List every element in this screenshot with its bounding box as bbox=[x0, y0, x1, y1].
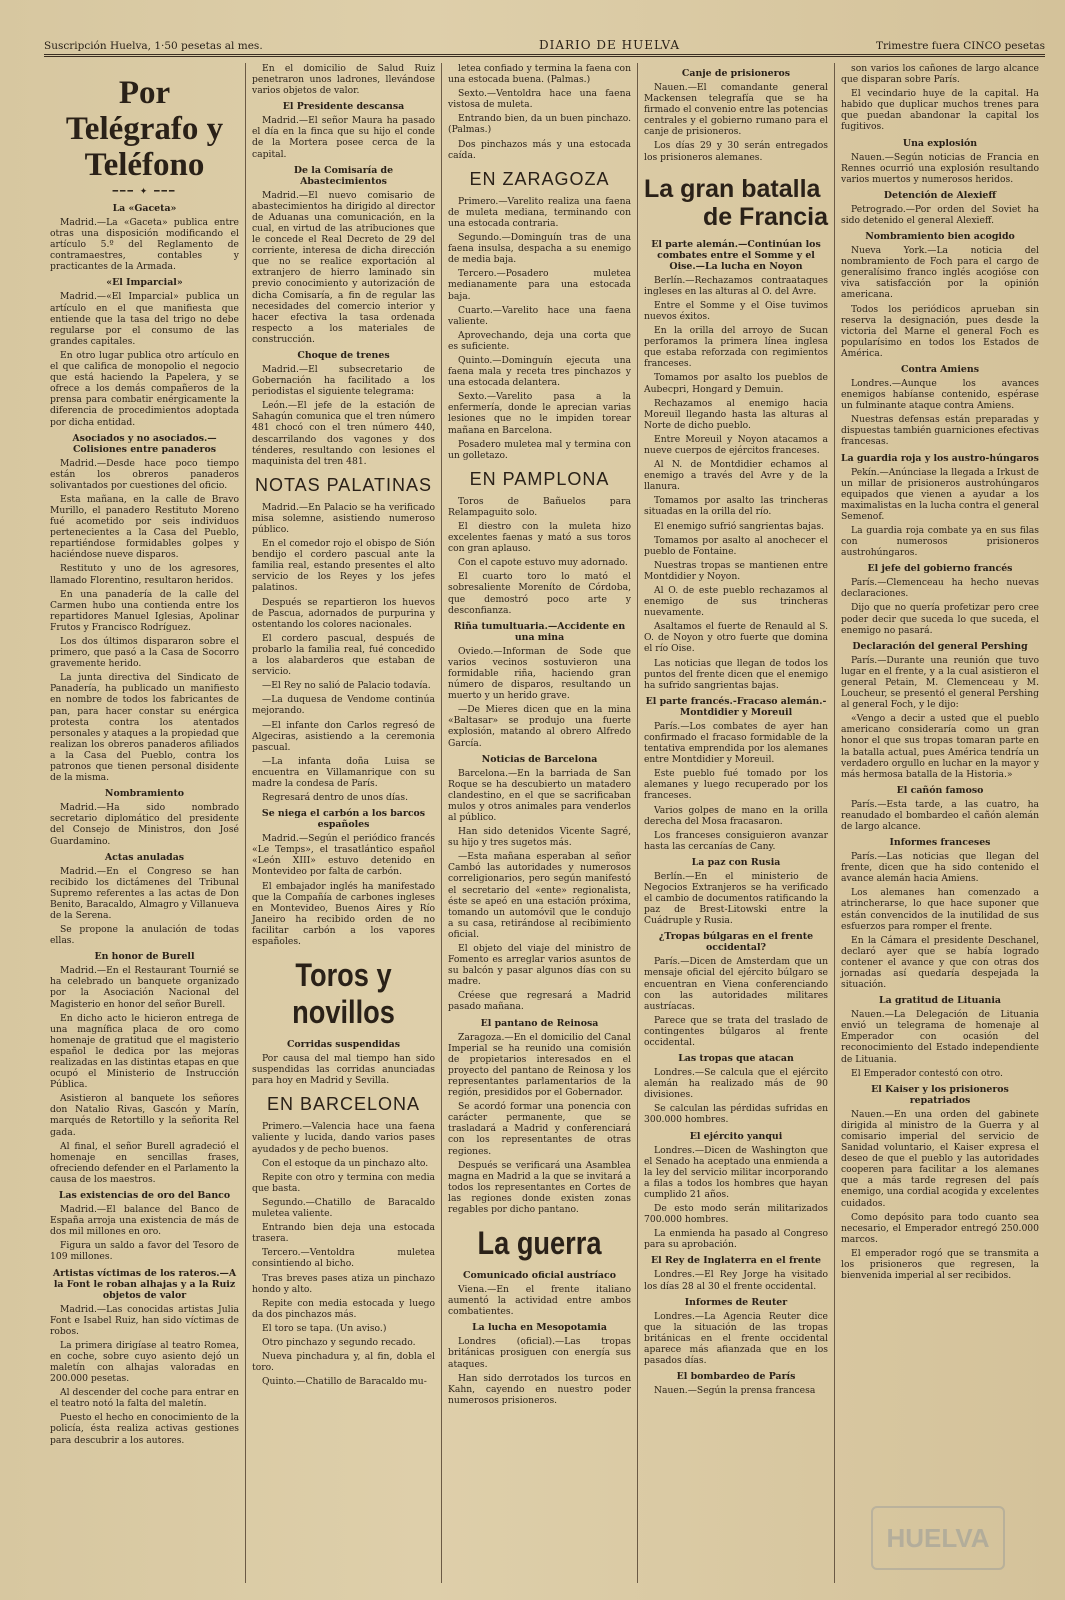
article-heading: El parte alemán.—Continúan los combates entre el Somme y el Oise.—La lucha en Noyon bbox=[651, 238, 821, 272]
article-heading: La «Gaceta» bbox=[112, 203, 177, 214]
article-heading: Asociados y no asociados.—Colisiones entre panaderos bbox=[72, 432, 217, 455]
paragraph: París.—Los combates de ayer han confirmado el fracaso formidable de la tentativa emprendida por los alemanes entre Montdidier y Moreuil. bbox=[644, 720, 828, 766]
article-heading: Comunicado oficial austríaco bbox=[463, 1270, 616, 1282]
paragraph: Londres.—Aunque los avances enemigos habíanse contenido, espérase un fulminante ataque contra Amiens. bbox=[841, 377, 1039, 412]
section-title-pamplona: EN PAMPLONA bbox=[469, 468, 610, 489]
paragraph: Londres.—Se calcula que el ejército alemán ha realizado más de 90 divisiones. bbox=[644, 1067, 828, 1101]
barcelona-text bbox=[252, 1121, 435, 1387]
paragraph: En dicho acto le hicieron entrega de una magnífica placa de oro como homenaje de gratitud que el magisterio español le dedica por las mejoras realizadas en las distintas etapas en que ocupó el Ministerio de Instrucción Pública. bbox=[50, 1012, 239, 1091]
paragraph: Figura un saldo a favor del Tesoro de 109 millones. bbox=[50, 1240, 239, 1263]
article-heading: Las tropas que atacan bbox=[678, 1053, 794, 1065]
paragraph: Madrid.—El señor Maura ha pasado el día en la finca que su hijo el conde de la Mortera posee cerca de la capital. bbox=[252, 115, 435, 160]
paragraph: Han sido derrotados los turcos en Kahn, cayendo en nuestro poder numerosos prisioneros. bbox=[448, 1372, 631, 1406]
paragraph: Al N. de Montdidier echamos al enemigo a través del Avre y de la llanura. bbox=[644, 459, 828, 493]
paragraph: Quinto.—Chatillo de Baracaldo mu- bbox=[262, 1376, 427, 1388]
paragraph: El cordero pascual, después de probarlo la familia real, fué concedido a los alabarderos que estaban de servicio. bbox=[252, 632, 435, 678]
paragraph: En una panadería de la calle del Carmen hubo una contienda entre los repartidores Manuel Iglesias, Apolinar Frutos y Francisco Rodríguez. bbox=[50, 588, 239, 633]
paragraph: Se calculan las pérdidas sufridas en 300.000 hombres. bbox=[644, 1103, 828, 1126]
article-heading: De la Comisaría de Abastecimientos bbox=[293, 164, 394, 187]
zaragoza-text bbox=[448, 196, 631, 461]
article-heading: Canje de prisioneros bbox=[681, 68, 791, 79]
paragraph: Al O. de este pueblo rechazamos al enemigo de sus trincheras nuevamente. bbox=[644, 585, 828, 619]
paragraph: Al final, el señor Burell agradeció el homenaje en sencillas frases, ofreciendo defender en el Parlamento la causa de los maestros. bbox=[50, 1140, 239, 1185]
article-heading: La paz con Rusia bbox=[691, 856, 781, 868]
article-heading: En honor de Burell bbox=[94, 951, 195, 963]
column-3-intro bbox=[448, 63, 631, 161]
paragraph: Después se verificará una Asamblea magna en Madrid a la que se invitará a todos los representantes en Cortes de las regiones donde existen zonas regables por dicho pantano. bbox=[448, 1159, 631, 1215]
section-title-toros: Toros y novillos bbox=[292, 957, 395, 1031]
paragraph: Berlín.—En el ministerio de Negocios Extranjeros se ha verificado el cambio de documentos ratificando la paz de Brest-Litowski entre la Cuádruple y Rusia. bbox=[644, 870, 828, 927]
paragraph: París.—Durante una reunión que tuvo lugar en el frente, y a la cual asistieron el general Petain, M. Clemenceau y M. Loucheur, se presentó el general Pershing al general Foch, y le dijo: bbox=[841, 654, 1039, 711]
paragraph: Entre Moreuil y Noyon atacamos a nueve cuerpos de ejércitos franceses. bbox=[644, 433, 828, 456]
article-heading: «El Imparcial» bbox=[106, 277, 183, 289]
paragraph: Tras breves pases atiza un pinchazo hondo y alto. bbox=[252, 1272, 435, 1295]
paragraph: Restituto y uno de los agresores, llamado Florentino, resultaron heridos. bbox=[50, 563, 239, 586]
paragraph: Dijo que no quería profetizar pero cree poder decir que suceda lo que suceda, el enemigo no pasará. bbox=[841, 602, 1039, 636]
divider: ━━━ ✦ ━━━ bbox=[112, 187, 177, 197]
article-heading: ¿Tropas búlgaras en el frente occidental? bbox=[658, 931, 814, 954]
paragraph: Repite con otro y termina con media que basta. bbox=[252, 1171, 435, 1194]
paragraph: El cuarto toro lo mató el sobresaliente Moreníto de Córdoba, que demostró poco arte y desconfianza. bbox=[448, 571, 631, 616]
paragraph: En el comedor rojo el obispo de Sión bendijo el cordero pascual ante la familia real, estando presentes el alto servicio de los Reyes y los jefes palatinos. bbox=[252, 538, 435, 594]
newspaper-name: DIARIO DE HUELVA bbox=[538, 38, 681, 52]
toros-articles bbox=[252, 1039, 435, 1086]
paragraph: Toros de Bañuelos para Relampaguito solo. bbox=[448, 495, 631, 518]
paragraph: «Vengo a decir a usted que el pueblo americano consideraría como un gran honor el que sus tropas tomaran parte en la batalla actual, pues América tendría un verdadero orgullo en luchar en la mayor y más hermosa batalla de la Historia.» bbox=[841, 713, 1039, 780]
article-heading: Las existencias de oro del Banco bbox=[58, 1190, 231, 1202]
paragraph: Tercero.—Posadero muletea medianamente para una estocada baja. bbox=[448, 268, 631, 302]
section-title-palatinas: NOTAS PALATINAS bbox=[254, 474, 433, 495]
paragraph: Petrogrado.—Por orden del Soviet ha sido detenido el general Alexieff. bbox=[841, 203, 1039, 226]
article-heading: El ejército yanqui bbox=[689, 1130, 783, 1142]
paragraph: Nauen.—La Delegación de Lituania envió un telegrama de homenaje al Emperador con ocasión del reconocimiento del Estado independiente de Lituania. bbox=[841, 1009, 1039, 1065]
palatinas-text bbox=[252, 502, 435, 803]
article-heading: La lucha en Mesopotamia bbox=[472, 1322, 607, 1334]
paragraph: Sexto.—Ventoldra hace una faena vistosa de muleta. bbox=[448, 88, 631, 111]
paragraph: Madrid.—El nuevo comisario de abastecimientos ha dirigido al director de Aduanas una comunicación, en la cual, en virtud de las atribuciones que le concede el Real Decreto de 29 del corriente, interesa de dicha dirección que no se realice exportación al extranjero de hierro laminado sin previo conocimiento y autorización de dicha Comisaría, a fin de regular las necesidades del comercio interior y hacer efectiva la tasa ordenada respecto a los materiales de construcción. bbox=[252, 189, 435, 345]
paragraph: Entrando bien, da un buen pinchazo. (Palmas.) bbox=[448, 113, 631, 136]
paragraph: El enemigo sufrió sangrientas bajas. bbox=[654, 520, 824, 532]
article-heading: El parte francés.-Fracaso alemán.- Montdidier y Moreuil bbox=[645, 695, 827, 718]
paragraph: Madrid.—«El Imparcial» publica un artículo en el que manifiesta que entiende que la tasa del trigo no debe regularse por el consumo de las grandes capitales. bbox=[50, 291, 239, 347]
paragraph: El diestro con la muleta hizo excelentes faenas y mató a sus toros con gran aplauso. bbox=[448, 521, 631, 555]
paragraph: Puesto el hecho en conocimiento de la policía, ésta realiza activas gestiones para descubrir a los autores. bbox=[50, 1412, 239, 1446]
section-title-telegrafo: Por Telégrafo y Teléfono bbox=[65, 75, 224, 183]
article-heading: Detención de Alexieff bbox=[883, 189, 997, 201]
paragraph: Madrid.—Ha sido nombrado secretario diplomático del presidente del Consejo de Ministros, don José Guardamino. bbox=[50, 802, 239, 847]
paragraph: Tomamos por asalto los pueblos de Aubecpri, Hongard y Demuin. bbox=[644, 372, 828, 395]
article-heading: Corridas suspendidas bbox=[286, 1039, 401, 1051]
paragraph: Madrid.—Las conocidas artistas Julia Font e Isabel Ruiz, han sido víctimas de robos. bbox=[50, 1303, 239, 1337]
paragraph: Segundo.—Chatillo de Baracaldo muletea valiente. bbox=[252, 1196, 435, 1220]
paragraph: Posadero muletea mal y termina con un golletazo. bbox=[448, 438, 631, 461]
paragraph: —El Rey no salió de Palacio todavía. bbox=[262, 680, 431, 692]
paragraph: Entrando bien deja una estocada trasera. bbox=[252, 1222, 435, 1245]
columns bbox=[44, 63, 1045, 1583]
paragraph: Rechazamos al enemigo hacia Moreuil llegando hasta las alturas al Norte de dicho pueblo. bbox=[644, 397, 828, 431]
paragraph: Londres.—La Agencia Reuter dice que la situación de las tropas británicas en el frente occidental aparece más afianzada que en los pasados días. bbox=[644, 1310, 828, 1366]
guerra-articles bbox=[448, 1270, 631, 1406]
section-title-barcelona: EN BARCELONA bbox=[266, 1094, 421, 1115]
article-heading: La gratitud de Lituania bbox=[879, 995, 1001, 1007]
article-heading: Choque de trenes bbox=[297, 349, 390, 361]
paragraph: Regresará dentro de unos días. bbox=[262, 792, 408, 804]
article-heading: El jefe del gobierno francés bbox=[867, 563, 1013, 575]
column-5-intro bbox=[841, 63, 1039, 133]
paragraph: Han sido detenidos Vicente Sagré, su hijo y tres sugetos más. bbox=[448, 826, 631, 849]
paragraph: Nuestras tropas se mantienen entre Montdidier y Noyon. bbox=[644, 559, 828, 582]
paragraph: Madrid.—En Palacio se ha verificado misa solemne, asistiendo numeroso público. bbox=[252, 501, 435, 535]
paragraph: Pekín.—Anúnciase la llegada a Irkust de un millar de prisioneros austrohúngaros equipados que vienen a ayudar a los maximalistas en la lucha contra el general Semenof. bbox=[841, 466, 1039, 522]
paragraph: En otro lugar publica otro artículo en el que califica de monopolio el negocio que está haciendo la Papelera, y se ofrece a los demás compañeros de la prensa para combatir enérgicamente la diferencia de procedimientos adoptada por dicha entidad. bbox=[50, 349, 239, 428]
article-heading: El pantano de Reinosa bbox=[480, 1017, 599, 1029]
paragraph: París.—Clemenceau ha hecho nuevas declaraciones. bbox=[841, 577, 1039, 600]
paragraph: Varios golpes de mano en la orilla derecha del Mosa fracasaron. bbox=[644, 804, 828, 827]
paragraph: Créese que regresará a Madrid pasado mañana. bbox=[448, 990, 631, 1013]
paragraph: Los franceses consiguieron avanzar hasta las cercanías de Cany. bbox=[644, 829, 828, 852]
paragraph: Nauen.—En una orden del gabinete dirigida al ministro de la Guerra y al comisario imperial del servicio de Sanidad voluntario, el Kaiser expresa el deseo de que el pueblo y las autoridades cooperen para facilitar a los alemanes que a más tarde regresen del país enemigo, una cordial acogida y excelentes cuidados. bbox=[841, 1108, 1039, 1209]
paragraph: El emperador rogó que se transmita a los prisioneros que regresen, la bienvenida imperial al ser recibidos. bbox=[841, 1247, 1039, 1282]
paragraph: Madrid.—En el Congreso se han recibido los dictámenes del Tribunal Supremo referentes a las actas de Don Benito, Baracaldo, Almagro y Villanueva de la Serena. bbox=[50, 865, 239, 921]
paragraph: De esto modo serán militarizados 700.000 hombres. bbox=[644, 1203, 828, 1226]
article-heading: El cañón famoso bbox=[896, 784, 984, 796]
column-1 bbox=[44, 63, 246, 1583]
column-2 bbox=[246, 63, 442, 1583]
paragraph: Primero.—Varelito realiza una faena de muleta mediana, terminando con una estocada contraria. bbox=[448, 195, 631, 229]
paragraph: La primera dirigíase al teatro Romea, en coche, sobre cuyo asiento dejó un maletín con alhajas valoradas en 200.000 pesetas. bbox=[50, 1339, 239, 1385]
article-heading: Declaración del general Pershing bbox=[852, 640, 1028, 652]
column-2-articles-2 bbox=[252, 808, 435, 947]
paragraph: París.—Dicen de Amsterdam que un mensaje oficial del ejército búlgaro se encuentran en Viena conferenciando con las autoridades militares austríacas. bbox=[644, 956, 828, 1012]
article-heading: Nombramiento bien acogido bbox=[865, 231, 1015, 243]
paragraph: Sexto.—Varelito pasa a la enfermería, donde le aprecian varias lesiones que no le impiden torear mañana en Barcelona. bbox=[448, 391, 631, 436]
title-line-2: de Francia bbox=[702, 202, 828, 231]
article-heading: El bombardeo de París bbox=[676, 1371, 796, 1383]
column-5 bbox=[835, 63, 1045, 1583]
paragraph: Este pueblo fué tomado por los alemanes y luego recuperado por los franceses. bbox=[644, 768, 828, 802]
paragraph: Madrid.—En el Restaurant Tournié se ha celebrado un banquete organizado por la Asociación Nacional del Magisterio en honor del señor Burell. bbox=[50, 965, 239, 1010]
masthead bbox=[44, 18, 1045, 57]
paragraph: —La infanta doña Luisa se encuentra en Villamanrique con su madre la condesa de París. bbox=[252, 755, 435, 789]
paragraph: Madrid.—La «Gaceta» publica entre otras una disposición modificando el artículo 5.º del Reglamento de contramaestres, contables y practicantes de la Armada. bbox=[50, 217, 239, 273]
paragraph: —El infante don Carlos regresó de Algeciras, asistiendo a la ceremonia pascual. bbox=[252, 719, 435, 753]
article-heading: El Kaiser y los prisioneros repatriados bbox=[871, 1083, 1009, 1106]
paragraph: Nauen.—Según la prensa francesa bbox=[654, 1385, 816, 1397]
paragraph: Con el capote estuvo muy adornado. bbox=[458, 557, 628, 569]
article-heading: El Presidente descansa bbox=[282, 101, 405, 113]
article-heading: Informes de Reuter bbox=[684, 1296, 788, 1308]
article-heading: Una explosión bbox=[902, 137, 978, 149]
article-heading: Informes franceses bbox=[889, 837, 991, 849]
paragraph: La guardia roja combate ya en sus filas con numerosos prisioneros austrohúngaros. bbox=[841, 525, 1039, 559]
paragraph: Los dos últimos dispararon sobre el primero, que pasó a la Casa de Socorro gravemente herido. bbox=[50, 636, 239, 670]
article-heading: Se niega el carbón a los barcos españoles bbox=[261, 808, 426, 831]
paragraph: París.—Las noticias que llegan del frente, dicen que ha sido contenido el avance alemán hacia Amiens. bbox=[841, 851, 1039, 885]
paragraph: Cuarto.—Varelito hace una faena valiente. bbox=[448, 304, 631, 327]
article-heading: El Rey de Inglaterra en el frente bbox=[650, 1255, 821, 1267]
paragraph: El embajador inglés ha manifestado que la Compañía de carbones ingleses en Montevideo, Buenos Aires y Río Janeiro ha recibido orden de no facilitar carbón a los vapores españoles. bbox=[252, 880, 435, 947]
paragraph: Nauen.—El comandante general Mackensen telegrafía que se ha firmado el convenio entre las potencias centrales y el gobierno rumano para el canje de prisioneros. bbox=[644, 82, 828, 138]
paragraph: En la orilla del arroyo de Sucan perforamos la primera línea inglesa que estaba reforzada con regimientos franceses. bbox=[644, 325, 828, 370]
paragraph: Londres.—Dicen de Washington que el Senado ha aceptado una enmienda a la ley del servicio militar incorporando a filas a todos los hombres que hayan cumplido 21 años. bbox=[644, 1144, 828, 1200]
paragraph: Como depósito para todo cuanto sea necesario, el Emperador entregó 250.000 marcos. bbox=[841, 1211, 1039, 1245]
subscription-local: Suscripción Huelva, 1·50 pesetas al mes. bbox=[44, 40, 263, 52]
paragraph: Las noticias que llegan de todos los puntos del frente dicen que el enemigo ha sufrido sangrientas bajas. bbox=[644, 657, 828, 691]
paragraph: Entre el Somme y el Oise tuvimos nuevos éxitos. bbox=[644, 299, 828, 322]
paragraph: Por causa del mal tiempo han sido suspendidas las corridas anunciadas para hoy en Madrid y Sevilla. bbox=[252, 1053, 435, 1087]
column-1-articles bbox=[50, 203, 239, 1446]
paragraph: letea confiado y termina la faena con una estocada buena. (Palmas.) bbox=[448, 63, 631, 86]
paragraph: Esta mañana, en la calle de Bravo Murillo, el panadero Restituto Moreno fué acometido por seis individuos pertenecientes a la Casa del Pueblo, repartiéndose formidables golpes y haciéndose nueve disparos. bbox=[50, 493, 239, 561]
column-2-articles bbox=[252, 63, 435, 467]
paragraph: Quinto.—Dominguín ejecuta una faena mala y receta tres pinchazos y una estocada delantera. bbox=[448, 354, 631, 389]
paragraph: El Emperador contestó con otro. bbox=[851, 1067, 1003, 1079]
paragraph: Madrid.—El subsecretario de Gobernación ha facilitado a los periodistas el siguiente telegrama: bbox=[252, 363, 435, 398]
paragraph: Primero.—Valencia hace una faena valiente y lucida, dando varios pases ayudados y de pecho buenos. bbox=[252, 1121, 435, 1155]
paragraph: Tomamos por asalto las trincheras situadas en la orilla del río. bbox=[644, 495, 828, 518]
paragraph: Zaragoza.—En el domicilio del Canal Imperial se ha reunido una comisión de propietarios interesados en el proyecto del pantano de Reinosa y los representantes parlamentarios de la región, presididos por el Gobernador. bbox=[448, 1031, 631, 1099]
paragraph: Asistieron al banquete los señores don Natalio Rivas, Gascón y Marín, marqués de Retortillo y la señorita Rel gada. bbox=[50, 1093, 239, 1138]
title-line-1: La gran batalla bbox=[644, 174, 821, 203]
paragraph: —La duquesa de Vendome continúa mejorando. bbox=[252, 694, 435, 717]
paragraph: Asaltamos el fuerte de Renauld al S. O. de Noyon y otro fuerte que domina el río Oise. bbox=[644, 621, 828, 655]
article-heading: Noticias de Barcelona bbox=[481, 753, 598, 765]
paragraph: son varios los cañones de largo alcance que disparan sobre París. bbox=[841, 63, 1039, 86]
paragraph: Parece que se trata del traslado de contingentes búlgaros al frente occidental. bbox=[644, 1014, 828, 1048]
section-title-guerra: La guerra bbox=[477, 1225, 602, 1262]
article-heading: Actas anuladas bbox=[104, 851, 185, 863]
column-4-articles-2 bbox=[644, 239, 828, 1397]
paragraph: Nueva pinchadura y, al fin, dobla el toro. bbox=[252, 1351, 435, 1374]
paragraph: Se acordó formar una ponencia con carácter permanente, que se trasladará a Madrid y conferenciará con los representantes de otras regiones. bbox=[448, 1101, 631, 1157]
section-title-gran-batalla bbox=[644, 175, 828, 231]
article-heading: Contra Amiens bbox=[901, 363, 979, 375]
paragraph: La junta directiva del Sindicato de Panadería, ha publicado un manifiesto en nombre de todos los fabricantes de pan, para hacer constar su enérgica protesta contra los atentados personales y ataques a la propiedad que realizan los obreros panaderos afiliados a la Casa del Pueblo, contra los patronos que tienen personal disidente de la misma. bbox=[50, 672, 239, 784]
paragraph: Nuestras defensas están preparadas y dispuestas también guarniciones efectivas francesas. bbox=[841, 414, 1039, 448]
paragraph: Barcelona.—En la barriada de San Roque se ha descubierto un matadero clandestino, en el que se sacrificaban mulos y otros animales para venderlos al público. bbox=[448, 767, 631, 823]
paragraph: Con el estoque da un pinchazo alto. bbox=[262, 1157, 429, 1169]
paragraph: Tomamos por asalto al anochecer el pueblo de Fontaine. bbox=[644, 534, 828, 557]
library-stamp: HUELVA bbox=[871, 1506, 1005, 1570]
paragraph: En la Cámara el presidente Deschanel, declaró ayer que se había logrado contener el avance y que con otras dos jornadas así quedaría despejada la situación. bbox=[841, 934, 1039, 991]
paragraph: —Esta mañana esperaban al señor Cambó las autoridades y numerosos correligionarios, pero según manifestó el secretario del «ente» regionalista, éste se apeó en una estación próxima, tomando un automóvil que le condujo a su casa, retirándose al recibimiento oficial. bbox=[448, 851, 631, 940]
paragraph: Tercero.—Ventoldra muletea consintiendo al bicho. bbox=[252, 1247, 435, 1270]
paragraph: Viena.—En el frente italiano aumentó la actividad entre ambos combatientes. bbox=[448, 1284, 631, 1318]
paragraph: Madrid.—Según el periódico francés «Le Temps», el trasatlántico español «León XIII» estuvo detenido en Montevideo por falta de carbón. bbox=[252, 833, 435, 878]
column-4-articles bbox=[644, 68, 828, 163]
paragraph: Nauen.—Según noticias de Francia en Rennes ocurrió una explosión resultando varios muertos y numerosos heridos. bbox=[841, 151, 1039, 185]
article-heading: Nombramiento bbox=[104, 788, 185, 800]
paragraph: En el domicilio de Salud Ruiz penetraron unos ladrones, llevándose varios objetos de valor. bbox=[252, 63, 435, 97]
article-heading: Artistas víctimas de los rateros.—A la Font le roban alhajas y a la Ruiz objetos de valor bbox=[52, 1267, 237, 1301]
paragraph: París.—Esta tarde, a las cuatro, ha reanudado el bombardeo el cañón alemán de largo alcance. bbox=[841, 798, 1039, 832]
paragraph: El objeto del viaje del ministro de Fomento es arreglar varios asuntos de su balcón y pasar algunos días con su madre. bbox=[448, 943, 631, 988]
paragraph: Se propone la anulación de todas ellas. bbox=[50, 924, 239, 947]
paragraph: Después se repartieron los huevos de Pascua, adornados de purpurina y ostentando los colores nacionales. bbox=[252, 596, 435, 630]
paragraph: —De Mieres dicen que en la mina «Baltasar» se produjo una fuerte explosión, matando al obrero Alfredo García. bbox=[448, 704, 631, 749]
column-5-articles bbox=[841, 138, 1039, 1282]
paragraph: León.—El jefe de la estación de Sahagún comunica que el tren número 481 chocó con el tren número 440, descarrilando dos vagones y dos ténderes, resultando con lesiones el maquinista del tren 481. bbox=[252, 400, 435, 467]
section-title-zaragoza: EN ZARAGOZA bbox=[469, 168, 610, 189]
article-heading: La guardia roja y los austro-húngaros bbox=[841, 452, 1039, 464]
paragraph: Otro pinchazo y segundo recado. bbox=[262, 1336, 416, 1348]
paragraph: La enmienda ha pasado al Congreso para su aprobación. bbox=[644, 1228, 828, 1251]
paragraph: Berlín.—Rechazamos contraataques ingleses en las alturas al O. del Avre. bbox=[644, 274, 828, 297]
column-3-articles bbox=[448, 621, 631, 1215]
paragraph: Segundo.—Dominguín tras de una faena insulsa, despacha a su enemigo de media baja. bbox=[448, 232, 631, 266]
column-4 bbox=[638, 63, 835, 1583]
paragraph: Dos pinchazos más y una estocada caída. bbox=[448, 138, 631, 161]
paragraph: El vecindario huye de la capital. Ha habido que duplicar muchos trenes para que puedan abandonar la capital los fugitivos. bbox=[841, 88, 1039, 133]
paragraph: Al descender del coche para entrar en el teatro notó la falta del maletín. bbox=[50, 1387, 239, 1410]
paragraph: Los alemanes han comenzado a atrincherarse, lo que hace suponer que están convencidos de la inutilidad de sus esfuerzos para romper el frente. bbox=[841, 887, 1039, 932]
paragraph: Oviedo.—Informan de Sode que varios vecinos sostuvieron una formidable riña, haciendo gran número de disparos, resultando un muerto y un herido grave. bbox=[448, 645, 631, 702]
article-heading: Riña tumultuaria.—Accidente en una mina bbox=[453, 620, 626, 643]
pamplona-text bbox=[448, 496, 631, 616]
column-3 bbox=[442, 63, 638, 1583]
paragraph: Madrid.—Desde hace poco tiempo están los obreros panaderos solivantados por cuestiones del oficio. bbox=[50, 457, 239, 491]
paragraph: Todos los periódicos aprueban sin reserva la designación, pues desde la victoria del Marne el general Foch es popularísimo en todos los Estados de América. bbox=[841, 303, 1039, 359]
paragraph: Madrid.—El balance del Banco de España arroja una existencia de más de dos mil millones en oro. bbox=[50, 1204, 239, 1238]
paragraph: Repite con media estocada y luego da dos pinchazos más. bbox=[252, 1297, 435, 1320]
paragraph: Aprovechando, deja una corta que es suficiente. bbox=[448, 329, 631, 352]
paragraph: Nueva York.—La noticia del nombramiento de Foch para el cargo de generalísimo franco inglés acogióse con viva satisfacción por la opinión americana. bbox=[841, 245, 1039, 301]
subscription-outside: Trimestre fuera CINCO pesetas bbox=[876, 40, 1045, 52]
paragraph: Londres (oficial).—Las tropas británicas prosiguen con energía sus ataques. bbox=[448, 1336, 631, 1370]
paragraph: El toro se tapa. (Un aviso.) bbox=[262, 1322, 387, 1334]
paragraph: Londres.—El Rey Jorge ha visitado los días 28 al 30 el frente occidental. bbox=[644, 1269, 828, 1292]
paragraph: Los días 29 y 30 serán entregados los prisioneros alemanes. bbox=[644, 140, 828, 163]
